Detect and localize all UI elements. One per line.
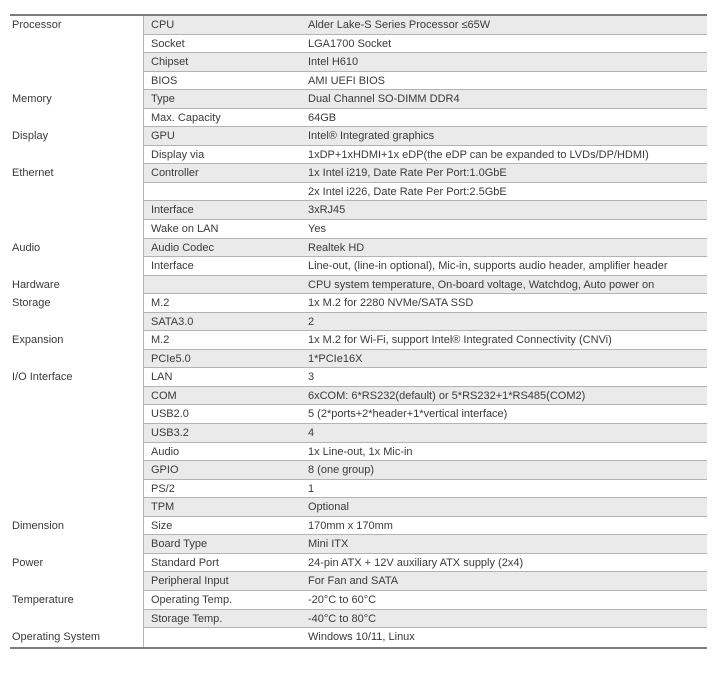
table-row [10,535,707,554]
table-row [10,183,707,202]
category-cell [10,201,143,220]
item-cell: Audio Codec [151,241,214,254]
value-cell: 1xDP+1xHDMI+1x eDP(the eDP can be expanded to LVDs/DP/HDMI) [308,148,649,161]
item-cell: Controller [151,167,199,180]
table-row [10,313,707,332]
table-row [10,35,707,54]
value-cell: Yes [308,223,326,236]
value-cell: 1x Line-out, 1x Mic-in [308,445,413,458]
item-cell: LAN [151,371,173,384]
table-row [10,368,707,387]
item-cell: USB3.2 [151,427,189,440]
value-cell: 3xRJ45 [308,204,346,217]
item-cell [144,183,307,201]
value-cell: 4 [308,427,315,440]
value-cell: LGA1700 Socket [308,37,392,50]
value-cell: 1*PCIe16X [308,352,363,365]
item-cell: Chipset [151,56,189,69]
table-row [10,127,707,146]
row-detail-group [143,90,707,109]
value-cell: For Fan and SATA [308,575,399,588]
category-cell [10,109,143,128]
value-cell: 2x Intel i226, Date Rate Per Port:2.5GbE [308,185,507,198]
table-row [10,276,707,295]
value-cell: Alder Lake-S Series Processor ≤65W [308,19,491,31]
item-cell: M.2 [151,297,170,310]
item-cell: SATA3.0 [151,315,194,328]
table-row [10,461,707,480]
row-detail-group [143,331,707,350]
row-detail-group [143,591,707,610]
row-detail-group [143,405,707,424]
table-row [10,53,707,72]
table-row [10,554,707,573]
item-cell: PCIe5.0 [151,352,191,365]
item-cell: BIOS [151,74,178,87]
item-cell: Max. Capacity [151,111,221,124]
value-cell: Dual Channel SO-DIMM DDR4 [308,93,460,106]
item-cell: Standard Port [151,556,219,569]
row-detail-group [143,72,707,91]
category-cell [10,257,143,276]
item-cell: Board Type [151,538,208,551]
category-cell [10,53,143,72]
value-cell: -40°C to 80°C [308,612,377,625]
value-cell: 6xCOM: 6*RS232(default) or 5*RS232+1*RS485(COM2) [308,389,586,402]
value-cell: 1x M.2 for 2280 NVMe/SATA SSD [308,297,474,310]
row-detail-group [143,443,707,462]
table-row [10,498,707,517]
category-cell [10,146,143,165]
row-detail-group [143,183,707,202]
table-row [10,591,707,610]
row-detail-group [143,554,707,573]
value-cell: 8 (one group) [308,464,375,477]
row-detail-group [143,53,707,72]
value-cell: Windows 10/11, Linux [308,631,415,644]
row-detail-group [143,239,707,258]
item-cell [144,628,307,647]
category-cell: Processor [12,19,62,31]
category-cell [10,405,143,424]
table-row [10,517,707,536]
table-row [10,146,707,165]
table-row [10,164,707,183]
category-cell [10,480,143,499]
row-detail-group [143,387,707,406]
category-cell: Dimension [12,519,64,532]
value-cell: 5 (2*ports+2*header+1*vertical interface) [308,408,508,421]
value-cell: 1x Intel i219, Date Rate Per Port:1.0GbE [308,167,507,180]
value-cell: 3 [308,371,315,384]
category-cell: Audio [12,241,41,254]
category-cell: Expansion [12,334,64,347]
item-cell: Storage Temp. [151,612,223,625]
row-detail-group [143,517,707,536]
value-cell: 1 [308,482,315,495]
category-cell [10,183,143,202]
item-cell: Interface [151,260,194,273]
category-cell [10,424,143,443]
category-cell: Storage [12,297,51,310]
row-detail-group [143,127,707,146]
value-cell: Realtek HD [308,241,365,254]
value-cell: 24-pin ATX + 12V auxiliary ATX supply (2x4) [308,556,524,569]
row-detail-group [143,294,707,313]
category-cell: Ethernet [12,167,54,180]
item-cell: M.2 [151,334,170,347]
row-detail-group [143,461,707,480]
row-detail-group [143,257,707,276]
category-cell [10,313,143,332]
item-cell: USB2.0 [151,408,189,421]
item-cell: Interface [151,204,194,217]
value-cell: CPU system temperature, On-board voltage, Watchdog, Auto power on [308,278,655,291]
table-row [10,387,707,406]
table-row [10,90,707,109]
category-cell [10,535,143,554]
table-row [10,109,707,128]
item-cell: Audio [151,445,180,458]
value-cell: 64GB [308,111,337,124]
row-detail-group [143,276,707,295]
item-cell: CPU [151,19,175,31]
item-cell: Type [151,93,175,106]
row-detail-group [143,498,707,517]
item-cell: Peripheral Input [151,575,229,588]
category-cell: Power [12,556,44,569]
row-detail-group [143,480,707,499]
row-detail-group [143,220,707,239]
row-detail-group [143,535,707,554]
category-cell: Operating System [12,631,101,644]
item-cell: Wake on LAN [151,223,219,236]
table-row [10,443,707,462]
item-cell: Operating Temp. [151,593,233,606]
table-row [10,201,707,220]
value-cell: Mini ITX [308,538,349,551]
item-cell: COM [151,389,177,402]
category-cell [10,387,143,406]
value-cell: Intel® Integrated graphics [308,130,435,143]
spec-table [10,14,707,649]
category-cell [10,443,143,462]
row-detail-group [143,35,707,54]
table-row [10,405,707,424]
table-row [10,424,707,443]
value-cell: 2 [308,315,315,328]
category-cell [10,72,143,91]
table-row [10,331,707,350]
value-cell: -20°C to 60°C [308,593,377,606]
category-cell [10,572,143,591]
table-row [10,610,707,629]
table-row [10,16,707,35]
table-row [10,257,707,276]
category-cell: Temperature [12,593,74,606]
table-row [10,480,707,499]
item-cell: Size [151,519,173,532]
row-detail-group [143,628,707,647]
category-cell [10,461,143,480]
category-cell [10,220,143,239]
value-cell: Intel H610 [308,56,359,69]
row-detail-group [143,146,707,165]
category-cell: Hardware [12,278,60,291]
row-detail-group [143,572,707,591]
item-cell: Socket [151,37,185,50]
category-cell [10,498,143,517]
row-detail-group [143,201,707,220]
table-row [10,572,707,591]
value-cell: Line-out, (line-in optional), Mic-in, supports audio header, amplifier header [308,260,668,273]
value-cell: AMI UEFI BIOS [308,74,386,87]
category-cell: I/O Interface [12,371,73,384]
row-detail-group [143,610,707,629]
category-cell: Memory [12,93,52,106]
row-detail-group [143,424,707,443]
table-row [10,72,707,91]
item-cell: GPU [151,130,175,143]
table-row [10,220,707,239]
item-cell: PS/2 [151,482,175,495]
category-cell: Display [12,130,49,143]
table-row [10,239,707,258]
category-cell [10,610,143,629]
item-cell: TPM [151,501,175,514]
item-cell: Display via [151,148,205,161]
table-row [10,350,707,369]
row-detail-group [143,164,707,183]
table-row [10,628,707,647]
table-row [10,294,707,313]
category-cell [10,35,143,54]
item-cell: GPIO [151,464,179,477]
item-cell [144,276,307,294]
row-detail-group [143,313,707,332]
value-cell: Optional [308,501,349,514]
value-cell: 170mm x 170mm [308,519,393,532]
row-detail-group [143,368,707,387]
row-detail-group [143,109,707,128]
category-cell [10,350,143,369]
value-cell: 1x M.2 for Wi-Fi, support Intel® Integrated Connectivity (CNVi) [308,334,612,347]
row-detail-group [143,350,707,369]
row-detail-group [143,16,707,35]
